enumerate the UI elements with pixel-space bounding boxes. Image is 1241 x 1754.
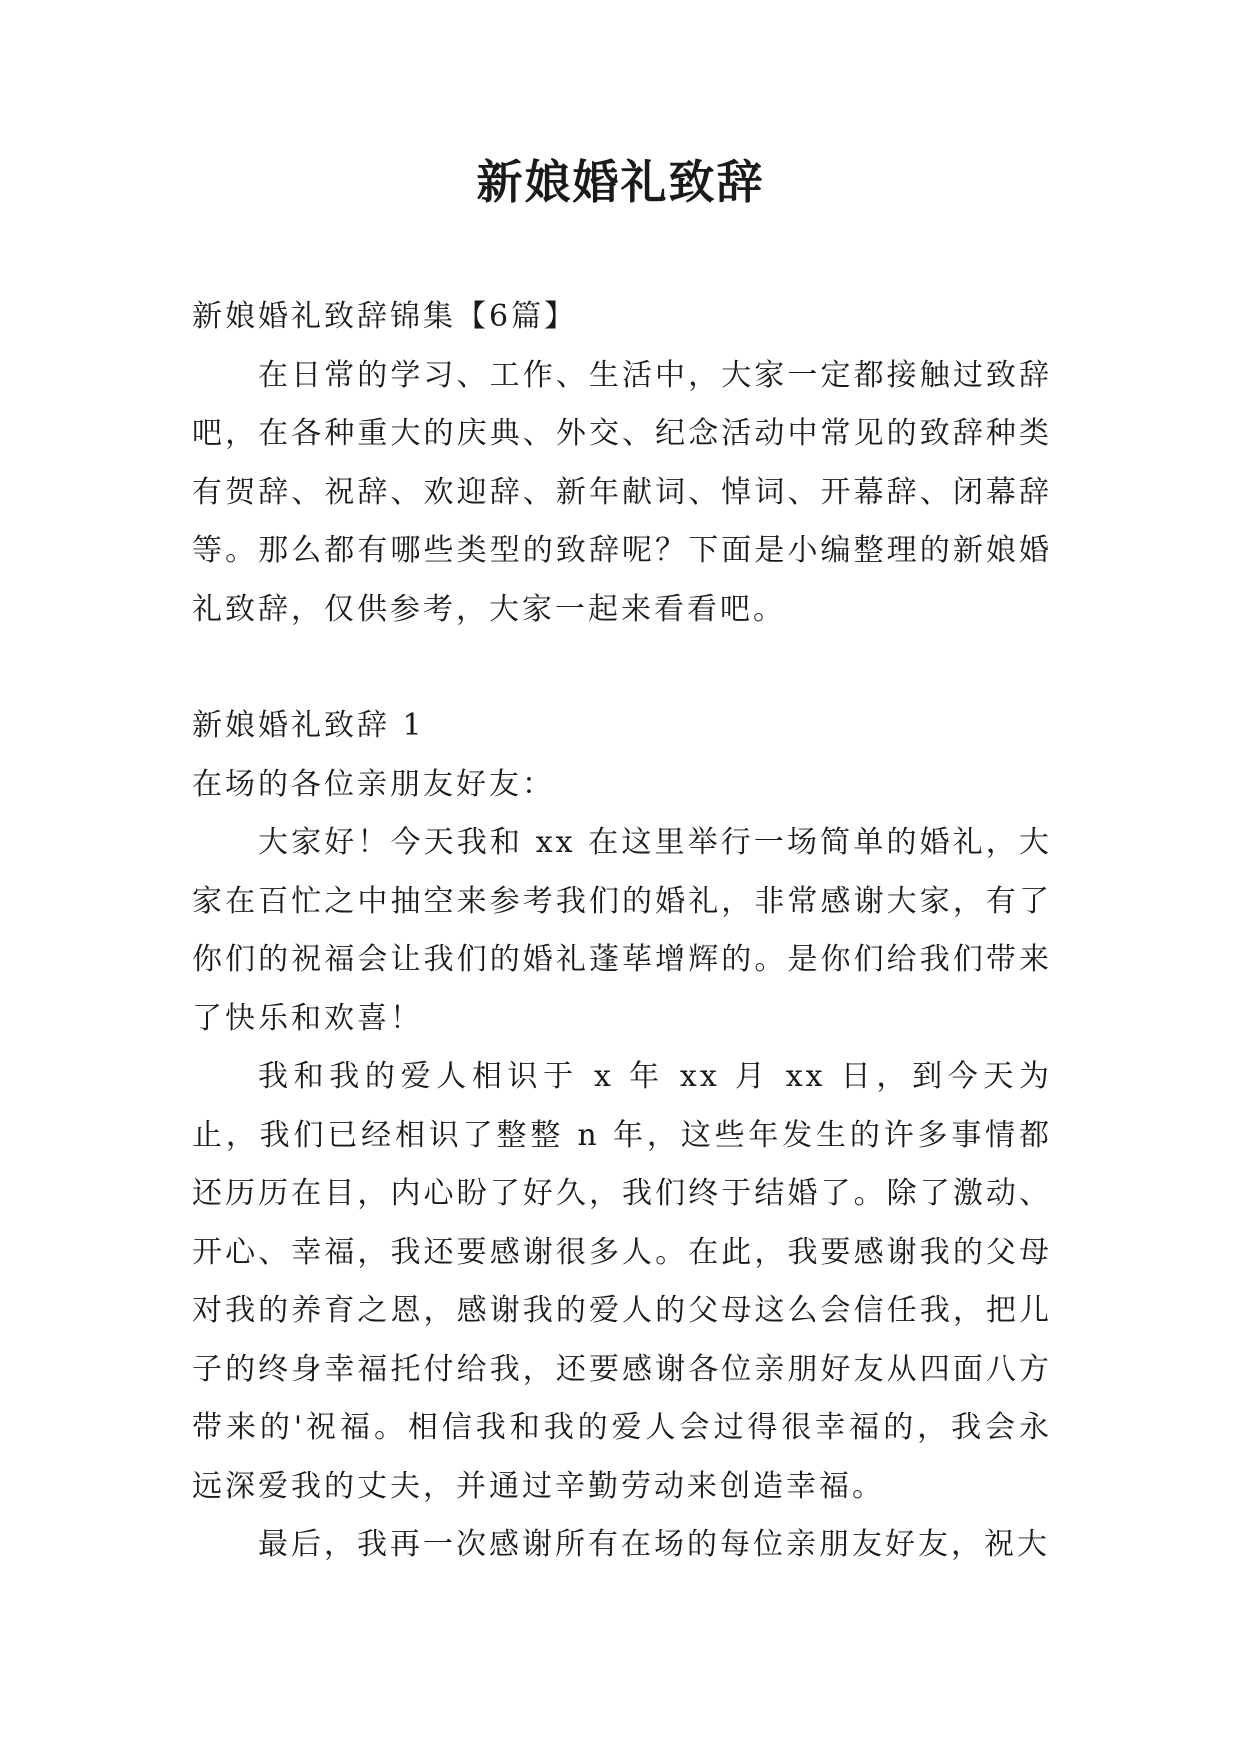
body-paragraph: 大家好！今天我和 xx 在这里举行一场简单的婚礼，大家在百忙之中抽空来参考我们的婚礼，非常感谢大家，有了你们的祝福会让我们的婚礼蓬荜增辉的。是你们给我们带来了快乐和欢喜！	[192, 825, 1052, 1036]
document-title: 新娘婚礼致辞	[476, 155, 765, 209]
body-paragraph: 最后，我再一次感谢所有在场的每位亲朋友好友，祝大	[258, 1527, 1050, 1562]
document-body	[192, 288, 1052, 1575]
document-subtitle: 新娘婚礼致辞锦集【6篇】	[192, 299, 578, 334]
body-paragraph: 我和我的爱人相识于 x 年 xx 月 xx 日，到今天为止，我们已经相识了整整 n 年，这些年发生的许多事情都还历历在目，内心盼了好久，我们终于结婚了。除了激动、开心、幸福，我还要感谢很多人。在此，我要感谢我的父母对我的养育之恩，感谢我的爱人的父母这么会信任我，把儿子的终身幸福托付给我，还要感谢各位亲朋好友从四面八方带来的'祝福。相信我和我的爱人会过得很幸福的，我会永远深爱我的丈夫，并通过辛勤劳动来创造幸福。	[192, 1059, 1052, 1504]
section-heading: 新娘婚礼致辞 1	[192, 708, 425, 743]
salutation: 在场的各位亲朋友好友：	[192, 766, 555, 802]
intro-paragraph: 在日常的学习、工作、生活中，大家一定都接触过致辞吧，在各种重大的庆典、外交、纪念活动中常见的致辞种类有贺辞、祝辞、欢迎辞、新年献词、悼词、开幕辞、闭幕辞等。那么都有哪些类型的致辞呢？下面是小编整理的新娘婚礼致辞，仅供参考，大家一起来看看吧。	[192, 357, 1052, 627]
paragraph-spacer	[192, 639, 1052, 697]
